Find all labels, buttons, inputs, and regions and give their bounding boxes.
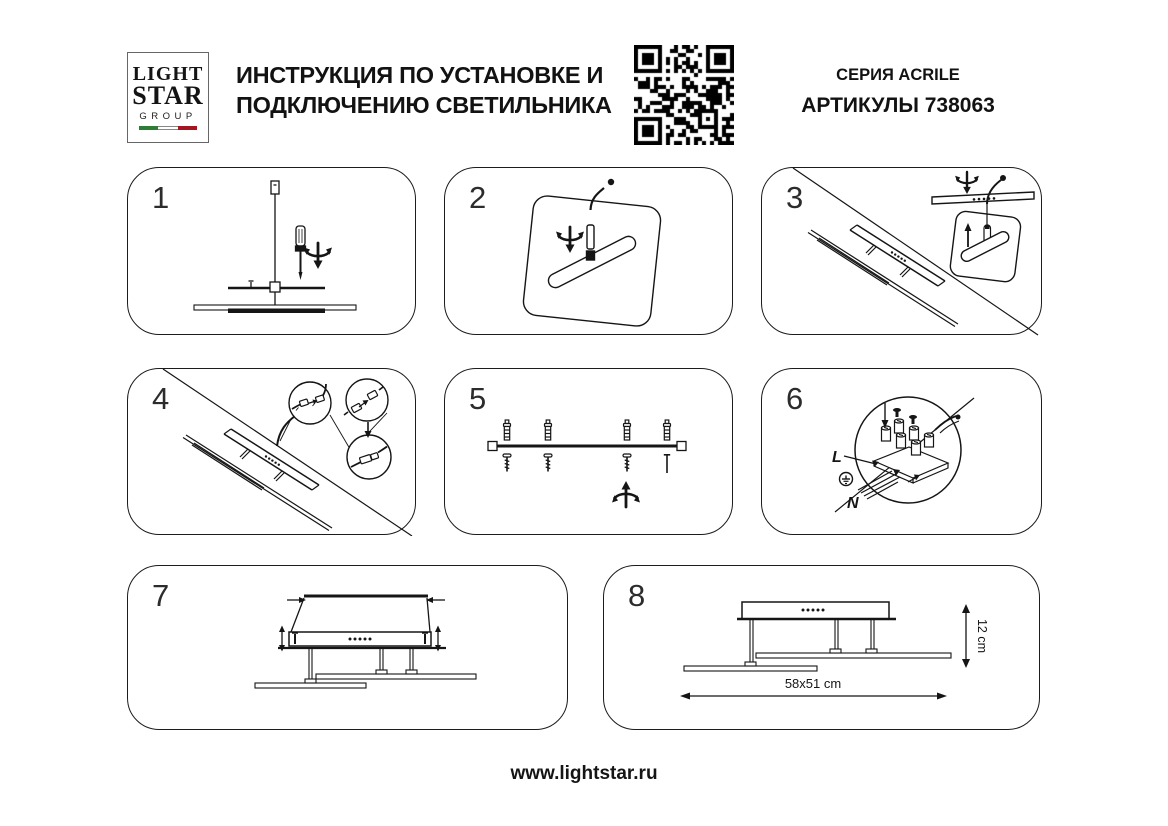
series-label: СЕРИЯ ACRILE — [836, 66, 960, 84]
step-5-panel — [444, 368, 733, 535]
flag-white — [158, 126, 177, 130]
step-2-illustration — [445, 168, 734, 336]
product-info — [788, 66, 1008, 118]
step-4-panel — [127, 368, 416, 535]
step-3-panel — [761, 167, 1042, 335]
flag-green — [139, 126, 158, 130]
lightstar-logo — [127, 52, 209, 143]
step-7-illustration — [128, 566, 569, 731]
step-3-illustration — [762, 168, 1043, 336]
step-number: 3 — [786, 180, 804, 215]
step-1-illustration — [128, 168, 417, 336]
step-1-panel — [127, 167, 416, 335]
step-5-illustration — [445, 369, 734, 536]
step-2-panel — [444, 167, 733, 335]
step-4-illustration — [128, 369, 417, 536]
logo-text: STAR — [132, 81, 204, 110]
step-number: 2 — [469, 180, 487, 215]
article-number: АРТИКУЛЫ 738063 — [801, 94, 995, 117]
width-dimension-label: 58x51 cm — [784, 676, 842, 691]
logo-flag-bar — [139, 126, 197, 130]
step-7-panel — [127, 565, 568, 730]
logo-text: LIGHT — [132, 63, 204, 85]
dowel-icon — [504, 420, 671, 440]
flag-red — [178, 126, 197, 130]
title-line-2: ПОДКЛЮЧЕНИЮ СВЕТИЛЬНИКА — [236, 92, 612, 118]
rotate-icon — [955, 172, 979, 194]
rotate-icon — [304, 243, 332, 269]
screw-icon — [503, 454, 670, 473]
step-6-panel — [761, 368, 1042, 535]
page-title — [236, 60, 612, 120]
qr-code — [634, 45, 734, 145]
title-line-1: ИНСТРУКЦИЯ ПО УСТАНОВКЕ И — [236, 62, 604, 88]
step-number: 1 — [152, 180, 170, 215]
website-link: www.lightstar.ru — [510, 763, 658, 784]
logo-text: GROUP — [139, 111, 197, 122]
neutral-label: N — [847, 495, 859, 512]
step-8-illustration — [604, 566, 1041, 731]
step-6-illustration — [762, 369, 1043, 536]
step-number: 6 — [786, 381, 804, 416]
step-number: 8 — [628, 578, 646, 613]
step-number: 4 — [152, 381, 170, 416]
rotate-icon — [612, 481, 640, 507]
step-number: 5 — [469, 381, 487, 416]
step-number: 7 — [152, 578, 170, 613]
height-dimension-label: 12 cm — [975, 618, 989, 654]
step-8-panel — [603, 565, 1040, 730]
live-label: L — [832, 449, 842, 466]
